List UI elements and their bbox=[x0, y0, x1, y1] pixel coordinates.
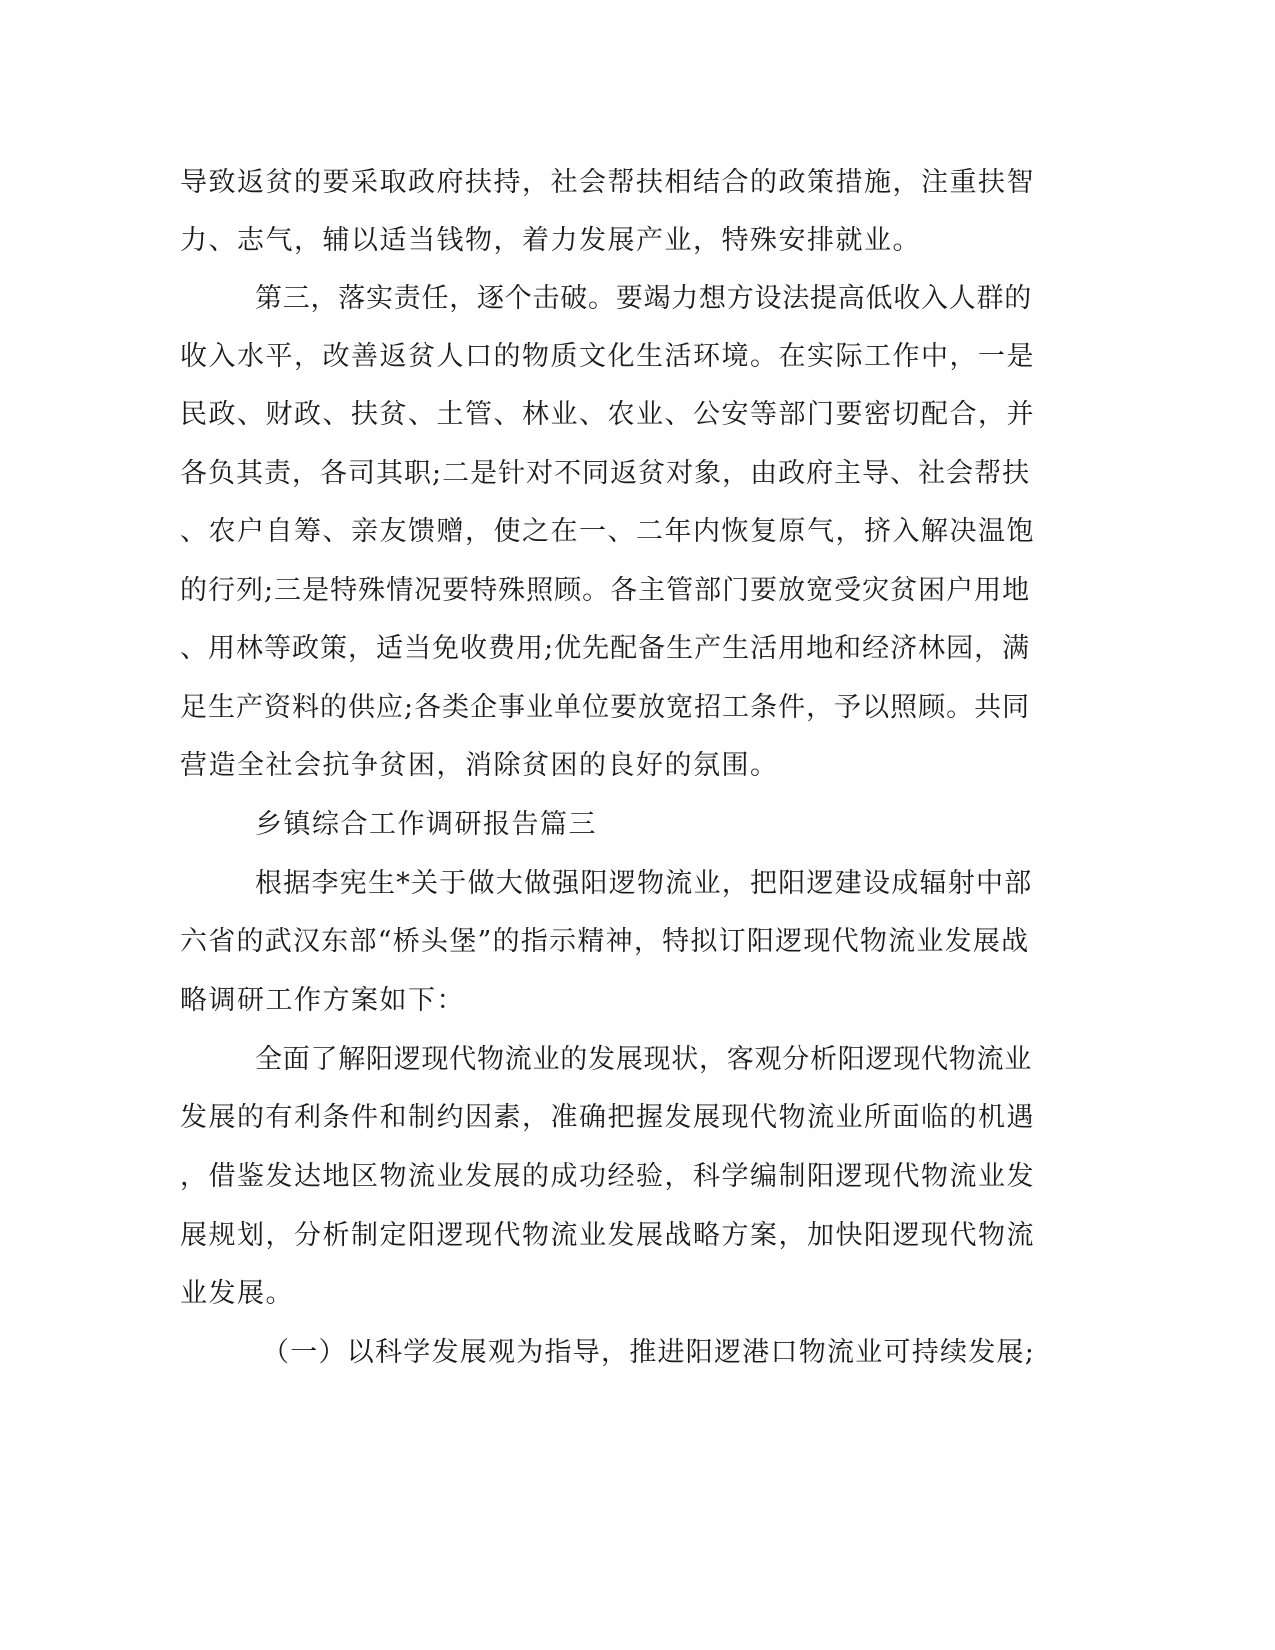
paragraph-start: 第三，落实责任，逐个击破。要竭力想方设法提高低收入人群的 bbox=[255, 283, 1032, 314]
paragraph-start: 全面了解阳逻现代物流业的发展现状，客观分析阳逻现代物流业 bbox=[255, 1044, 1032, 1075]
text-line: 收入水平，改善返贫人口的物质文化生活环境。在实际工作中，一是 bbox=[180, 341, 1035, 372]
text-line: 的行列;三是特殊情况要特殊照顾。各主管部门要放宽受灾贫困户用地 bbox=[180, 575, 1031, 606]
text-line: 略调研工作方案如下： bbox=[180, 985, 465, 1016]
text-line: ，借鉴发达地区物流业发展的成功经验，科学编制阳逻现代物流业发 bbox=[180, 1161, 1035, 1192]
text-line: 各负其责，各司其职;二是针对不同返贫对象，由政府主导、社会帮扶 bbox=[180, 458, 1031, 489]
text-line: 足生产资料的供应;各类企事业单位要放宽招工条件，予以照顾。共同 bbox=[180, 692, 1031, 723]
text-line: 展规划，分析制定阳逻现代物流业发展战略方案，加快阳逻现代物流 bbox=[180, 1220, 1035, 1251]
text-line: 、用林等政策，适当免收费用;优先配备生产生活用地和经济林园，满 bbox=[180, 633, 1031, 664]
text-line: 力、志气，辅以适当钱物，着力发展产业，特殊安排就业。 bbox=[180, 225, 921, 256]
text-line: 六省的武汉东部“桥头堡”的指示精神，特拟订阳逻现代物流业发展战 bbox=[180, 926, 1030, 957]
text-line: 导致返贫的要采取政府扶持，社会帮扶相结合的政策措施，注重扶智 bbox=[180, 167, 1035, 198]
paragraph-start: 根据李宪生*关于做大做强阳逻物流业，把阳逻建设成辐射中部 bbox=[255, 868, 1033, 899]
list-item: （一）以科学发展观为指导，推进阳逻港口物流业可持续发展; bbox=[262, 1337, 1036, 1368]
text-line: 、农户自筹、亲友馈赠，使之在一、二年内恢复原气，挤入解决温饱 bbox=[180, 516, 1035, 547]
text-line: 民政、财政、扶贫、土管、林业、农业、公安等部门要密切配合，并 bbox=[180, 399, 1035, 430]
text-line: 业发展。 bbox=[180, 1278, 294, 1309]
text-line: 发展的有利条件和制约因素，准确把握发展现代物流业所面临的机遇 bbox=[180, 1102, 1035, 1133]
section-heading: 乡镇综合工作调研报告篇三 bbox=[255, 809, 597, 840]
text-line: 营造全社会抗争贫困，消除贫困的良好的氛围。 bbox=[180, 750, 779, 781]
